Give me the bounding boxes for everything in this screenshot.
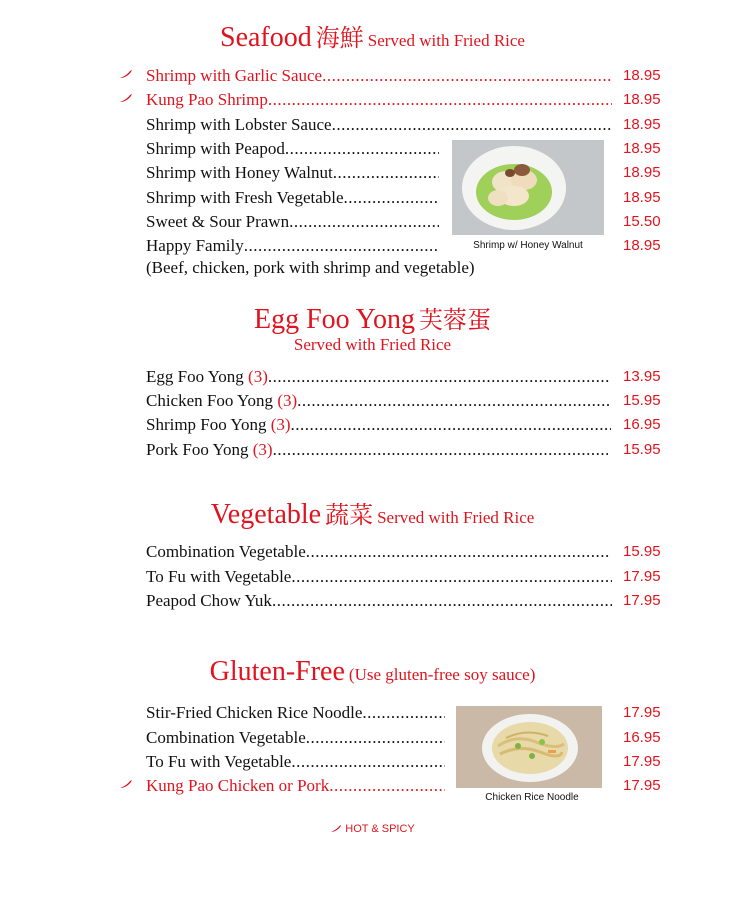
menu-item[interactable] [146, 139, 439, 163]
item-price: 17.95 [623, 777, 661, 794]
menu-item[interactable] [146, 542, 610, 566]
item-price: 16.95 [623, 416, 661, 433]
section-title-chinese: 海鮮 [315, 24, 364, 52]
menu-item[interactable] [146, 567, 612, 591]
item-price: 15.50 [623, 213, 661, 230]
item-quantity: (3) [270, 415, 291, 434]
item-quantity: (3) [248, 367, 268, 386]
item-price: 17.95 [623, 704, 661, 721]
item-name: Shrimp with Peapod [146, 139, 285, 158]
item-name: Egg Foo Yong [146, 367, 244, 386]
chili-pepper-icon [119, 93, 133, 103]
item-note: (Beef, chicken, pork with shrimp and vegetable) [146, 258, 475, 277]
menu-item[interactable] [146, 66, 612, 90]
chili-pepper-icon [119, 779, 133, 789]
dish-photo-noodle [456, 706, 602, 788]
photo-caption: Chicken Rice Noodle [485, 792, 579, 803]
item-name: Stir-Fried Chicken Rice Noodle [146, 703, 363, 722]
item-name: Peapod Chow Yuk [146, 591, 272, 610]
item-price: 17.95 [623, 568, 661, 585]
item-name: Shrimp with Fresh Vegetable [146, 188, 344, 207]
section-title: Vegetable [210, 499, 322, 530]
item-price: 13.95 [623, 368, 661, 385]
gluten-free-header [0, 656, 745, 688]
item-name: Shrimp Foo Yong [146, 415, 267, 434]
item-price: 16.95 [623, 729, 661, 746]
menu-item[interactable] [146, 212, 439, 236]
item-price: 18.95 [623, 237, 661, 254]
item-price: 15.95 [623, 441, 661, 458]
item-name: Happy Family [146, 236, 244, 255]
item-price: 15.95 [623, 543, 661, 560]
item-name: Chicken Foo Yong [146, 391, 274, 410]
item-price: 18.95 [623, 140, 661, 157]
item-name: Pork Foo Yong [146, 440, 249, 459]
menu-item[interactable] [146, 415, 611, 439]
menu-item[interactable] [146, 591, 612, 615]
menu-item[interactable] [146, 367, 611, 391]
item-name: Shrimp with Garlic Sauce [146, 66, 323, 85]
item-price: 17.95 [623, 753, 661, 770]
section-title-chinese: 芙蓉蛋 [419, 306, 492, 334]
section-subtitle: Served with Fried Rice [377, 508, 535, 527]
section-title: Egg Foo Yong [253, 304, 416, 335]
item-quantity: (3) [277, 391, 298, 410]
egg-foo-yong-subtitle [0, 335, 745, 355]
menu-item[interactable] [146, 776, 445, 800]
item-price: 17.95 [623, 592, 661, 609]
legend-label: HOT & SPICY [345, 823, 415, 835]
item-name: Sweet & Sour Prawn [146, 212, 290, 231]
chili-pepper-icon [330, 824, 342, 833]
section-subtitle: Served with Fried Rice [293, 335, 452, 354]
item-price: 15.95 [623, 392, 661, 409]
item-name: Combination Vegetable [146, 728, 306, 747]
egg-foo-yong-header [0, 300, 745, 336]
section-subtitle: Served with Fried Rice [367, 31, 525, 50]
photo-caption: Shrimp w/ Honey Walnut [473, 240, 583, 251]
item-price: 18.95 [623, 91, 661, 108]
item-name: Kung Pao Shrimp [146, 90, 268, 109]
item-name: Kung Pao Chicken or Pork [146, 776, 330, 795]
item-name: Combination Vegetable [146, 542, 306, 561]
item-name: Shrimp with Lobster Sauce [146, 115, 332, 134]
menu-item[interactable] [146, 236, 439, 260]
item-price: 18.95 [623, 67, 661, 84]
item-quantity: (3) [252, 440, 273, 459]
item-price: 18.95 [623, 116, 661, 133]
menu-item[interactable] [146, 188, 439, 212]
item-price: 18.95 [623, 189, 661, 206]
section-title: Gluten-Free [209, 656, 345, 687]
menu-item[interactable] [146, 728, 445, 752]
section-subtitle: (Use gluten-free soy sauce) [348, 665, 536, 684]
menu-item[interactable] [146, 703, 445, 727]
menu-item[interactable] [146, 115, 612, 139]
seafood-header [0, 18, 745, 54]
section-title: Seafood [220, 22, 312, 53]
vegetable-header [0, 495, 745, 531]
item-price: 18.95 [623, 164, 661, 181]
dish-photo-shrimp [452, 140, 604, 235]
menu-item[interactable] [146, 752, 445, 776]
chili-pepper-icon [119, 69, 133, 79]
section-title-chinese: 蔬菜 [325, 501, 374, 529]
item-name: To Fu with Vegetable [146, 752, 292, 771]
item-name: Shrimp with Honey Walnut [146, 163, 333, 182]
menu-item[interactable] [146, 391, 611, 415]
spicy-legend [0, 823, 745, 835]
menu-item[interactable] [146, 163, 439, 187]
menu-item[interactable] [146, 90, 612, 114]
item-name: To Fu with Vegetable [146, 567, 292, 586]
menu-item[interactable] [146, 440, 608, 464]
